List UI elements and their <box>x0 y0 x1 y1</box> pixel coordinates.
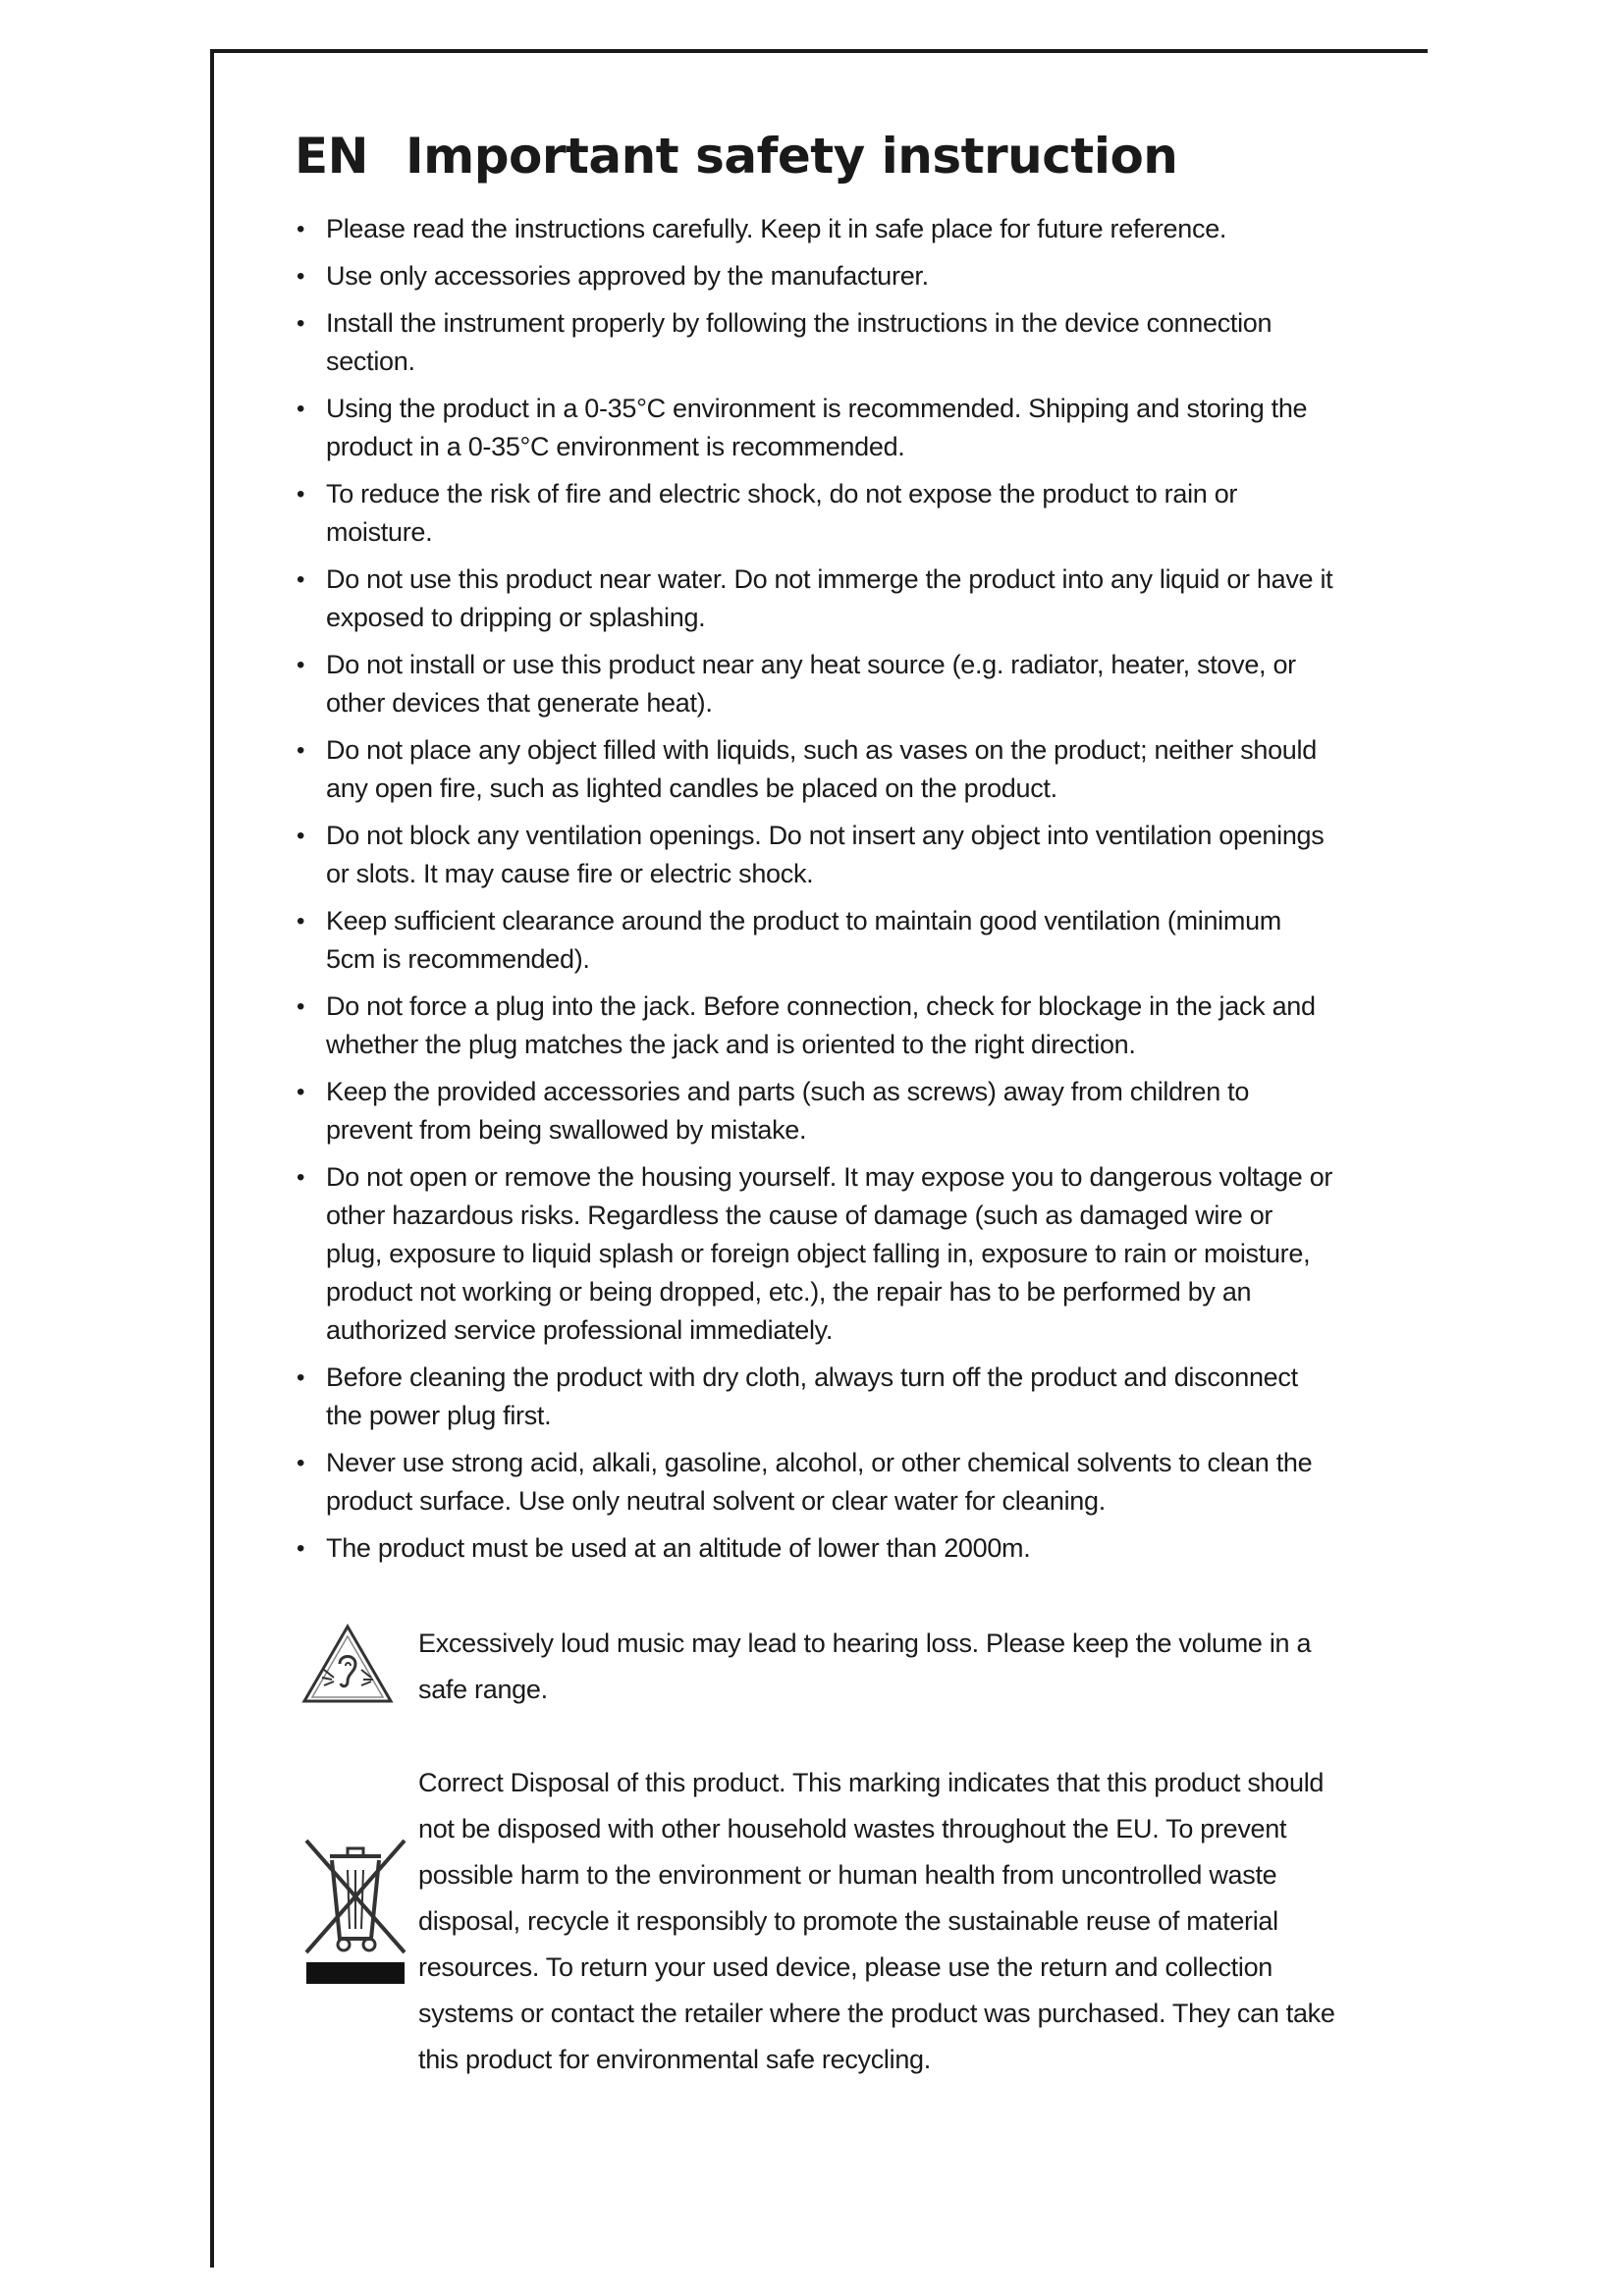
instruction-item: • Using the product in a 0-35°C environment is recommended. Shipping and storing the product in a 0-35°C environment is recommended. <box>295 390 1335 466</box>
instruction-item: • Do not place any object filled with liquids, such as vases on the product; neither should any open fire, such as lighted candles be placed on the product. <box>295 731 1335 808</box>
safety-instructions-section <box>295 128 1335 2083</box>
bullet-icon: • <box>297 1535 305 1562</box>
bullet-icon: • <box>297 908 305 934</box>
bullet-icon: • <box>297 216 305 242</box>
bullet-icon: • <box>297 1450 305 1476</box>
instruction-item: • Do not force a plug into the jack. Before connection, check for blockage in the jack and whether the plug matches the jack and is oriented to the right direction. <box>295 988 1335 1064</box>
bullet-icon: • <box>297 1079 305 1105</box>
bullet-icon: • <box>297 481 305 507</box>
bullet-icon: • <box>297 310 305 337</box>
page-frame-left-border <box>210 49 214 2268</box>
crossed-bin-icon <box>300 1837 410 2001</box>
disposal-notice-text: Correct Disposal of this product. This marking indicates that this product should not be disposed with other household wastes throughout the EU. To prevent possible harm to the environment or human health from uncontrolled waste disposal, recycle it responsibly to promote the sustainable reuse of material resources. To return your used device, please use the return and collection systems or contact the retailer where the product was purchased. They can take this product for environmental safe recycling. <box>418 1768 1335 2074</box>
hearing-notice-text: Excessively loud music may lead to hearing loss. Please keep the volume in a safe range. <box>418 1629 1312 1704</box>
title-text: Important safety instruction <box>406 128 1178 185</box>
instruction-item: • Keep sufficient clearance around the product to maintain good ventilation (minimum 5cm is recommended). <box>295 902 1335 979</box>
bullet-icon: • <box>297 396 305 422</box>
instruction-list <box>295 210 1335 1568</box>
bullet-icon: • <box>297 1364 305 1391</box>
disposal-notice <box>295 1760 1335 2083</box>
instruction-item: • The product must be used at an altitude of lower than 2000m. <box>295 1529 1335 1568</box>
instruction-item: • Before cleaning the product with dry cloth, always turn off the product and disconnect the power plug first. <box>295 1359 1335 1435</box>
instruction-item: • Do not block any ventilation openings. Do not insert any object into ventilation openings or slots. It may cause fire or electric shock. <box>295 817 1335 893</box>
hearing-loss-notice <box>295 1621 1335 1713</box>
instruction-item: • Use only accessories approved by the manufacturer. <box>295 257 1335 295</box>
hearing-warning-icon <box>300 1623 395 1722</box>
bullet-icon: • <box>297 566 305 593</box>
bullet-icon: • <box>297 1164 305 1191</box>
page-frame-top-border <box>210 49 1428 53</box>
bullet-icon: • <box>297 652 305 678</box>
instruction-item: • Do not open or remove the housing yourself. It may expose you to dangerous voltage or other hazardous risks. Regardless the cause of damage (such as damaged wire or plug, exposure to liquid splash or foreign object falling in, exposure to rain or moisture, product not working or being dropped, etc.), the repair has to be performed by an authorized service professional immediately. <box>295 1158 1335 1350</box>
instruction-item: • To reduce the risk of fire and electric shock, do not expose the product to rain or moisture. <box>295 475 1335 552</box>
instruction-item: • Install the instrument properly by following the instructions in the device connection section. <box>295 304 1335 381</box>
instruction-item: • Do not install or use this product near any heat source (e.g. radiator, heater, stove, or other devices that generate heat). <box>295 646 1335 722</box>
instruction-item: • Do not use this product near water. Do not immerge the product into any liquid or have it exposed to dripping or splashing. <box>295 561 1335 637</box>
language-code: EN <box>295 128 369 185</box>
bullet-icon: • <box>297 993 305 1020</box>
bullet-icon: • <box>297 823 305 849</box>
instruction-item: • Never use strong acid, alkali, gasoline, alcohol, or other chemical solvents to clean the product surface. Use only neutral solvent or clear water for cleaning. <box>295 1444 1335 1521</box>
bullet-icon: • <box>297 263 305 290</box>
instruction-item: • Please read the instructions carefully. Keep it in safe place for future reference. <box>295 210 1335 248</box>
page-title <box>295 128 1335 185</box>
bullet-icon: • <box>297 737 305 764</box>
instruction-item: • Keep the provided accessories and parts (such as screws) away from children to prevent from being swallowed by mistake. <box>295 1073 1335 1149</box>
